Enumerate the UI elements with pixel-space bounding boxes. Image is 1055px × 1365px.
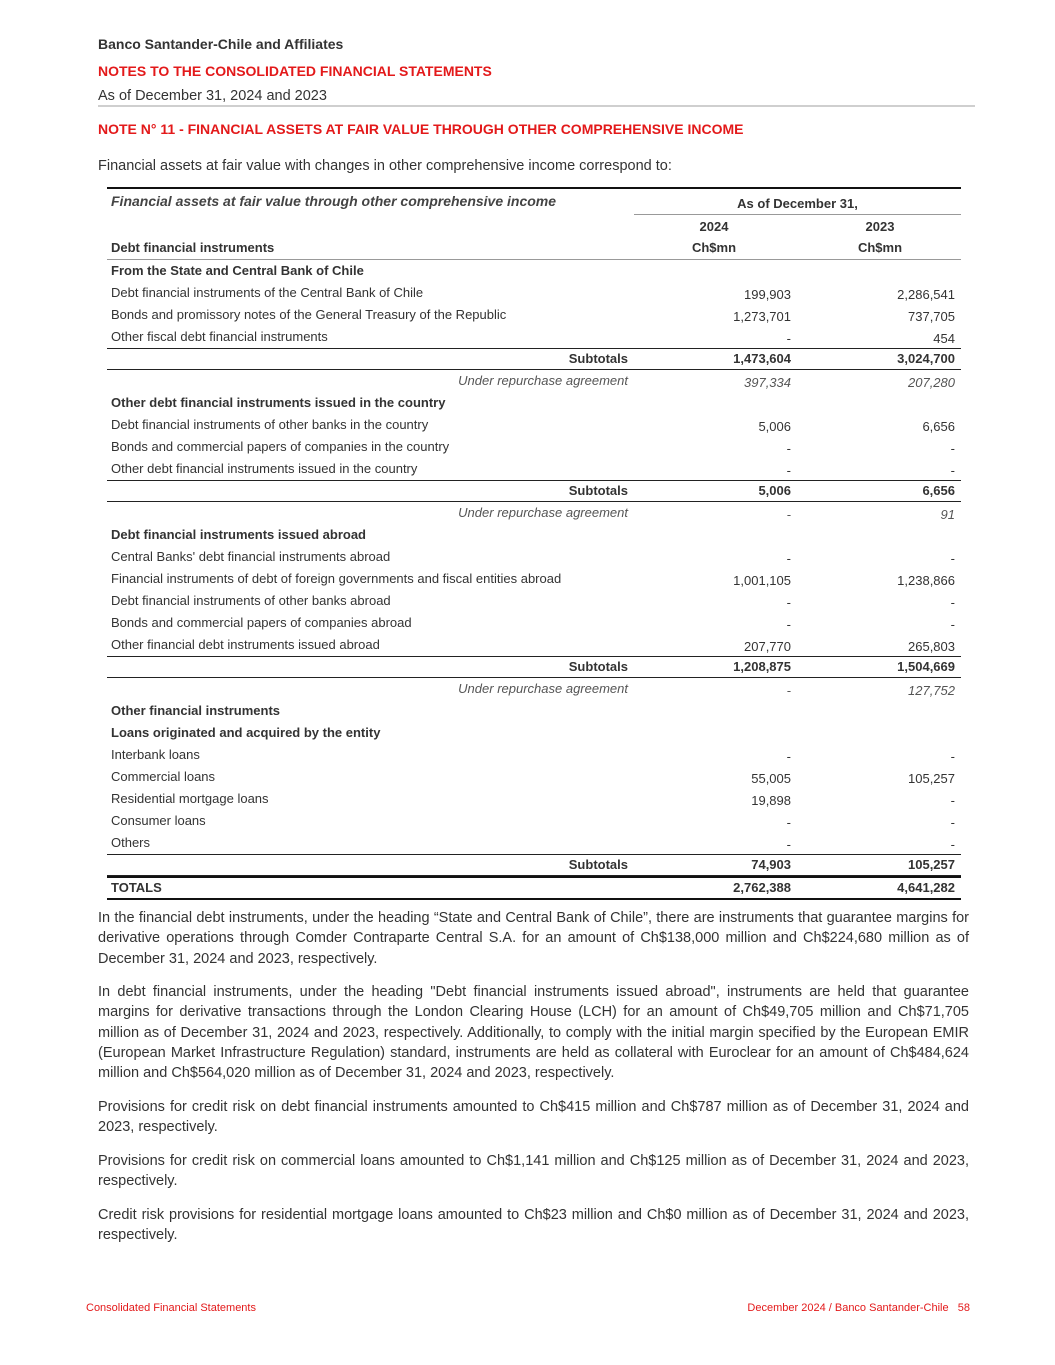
as-of-label: As of December 31, (737, 196, 858, 211)
repo-2024: - (786, 683, 791, 698)
subtotal-row-country (107, 480, 961, 502)
value-2024: 1,273,701 (733, 309, 791, 324)
subtotal-2024: 5,006 (758, 483, 791, 498)
row-label: Other debt financial instruments issued in the country (111, 461, 418, 476)
section-title-other (107, 700, 961, 722)
table-row (107, 832, 961, 854)
value-2023: - (950, 815, 955, 830)
row-label: Other financial debt instruments issued abroad (111, 637, 380, 652)
value-2024: 199,903 (744, 287, 791, 302)
value-2024: - (786, 617, 791, 632)
value-2023: 6,656 (922, 419, 955, 434)
value-2023: - (950, 749, 955, 764)
value-2024: 1,001,105 (733, 573, 791, 588)
unit-2024-header: Ch$mn (691, 240, 737, 255)
totals-row (107, 876, 961, 900)
value-2023: 454 (933, 331, 955, 346)
intro-text: Financial assets at fair value with changes in other comprehensive income correspond to: (98, 158, 672, 174)
subtotal-2023: 1,504,669 (897, 659, 955, 674)
value-2024: 55,005 (751, 771, 791, 786)
table-row (107, 590, 961, 612)
section-title-state (107, 260, 961, 282)
value-2023: - (950, 595, 955, 610)
total-2024: 2,762,388 (733, 880, 791, 895)
subtotal-2024: 1,208,875 (733, 659, 791, 674)
notes-title: NOTES TO THE CONSOLIDATED FINANCIAL STATEMENTS (98, 63, 492, 79)
row-label: Bonds and promissory notes of the General Treasury of the Republic (111, 307, 507, 322)
table-row (107, 766, 961, 788)
table-caption: Financial assets at fair value through other comprehensive income (111, 193, 557, 209)
paragraph-debt-provisions: Provisions for credit risk on debt financial instruments amounted to Ch$415 million and Ch$787 million as of December 31, 2024 and 2023, respectively. (98, 1099, 969, 1136)
value-2024: - (786, 551, 791, 566)
financial-assets-table (107, 187, 961, 900)
value-2024: - (786, 331, 791, 346)
repo-2023: 91 (940, 507, 955, 522)
value-2024: - (786, 749, 791, 764)
as-of-date: As of December 31, 2024 and 2023 (98, 88, 327, 104)
value-2024: - (786, 441, 791, 456)
note-heading: NOTE N° 11 - FINANCIAL ASSETS AT FAIR VALUE THROUGH OTHER COMPREHENSIVE INCOME (98, 121, 744, 137)
paragraph-mortgage-provisions: Credit risk provisions for residential mortgage loans amounted to Ch$23 million and Ch$0 million as of December 31, 2024 and 2023, respectively. (98, 1207, 969, 1244)
section-subtitle-label: Loans originated and acquired by the entity (111, 725, 381, 740)
row-label: Commercial loans (111, 769, 216, 784)
row-label: Residential mortgage loans (111, 791, 269, 806)
value-2024: - (786, 837, 791, 852)
repo-label: Under repurchase agreement (458, 373, 628, 388)
subtotal-label: Subtotals (568, 351, 628, 366)
table-row (107, 304, 961, 326)
subtotal-label: Subtotals (568, 659, 628, 674)
section-title-abroad (107, 524, 961, 546)
repo-row-state (107, 370, 961, 392)
table-row (107, 436, 961, 458)
table-row (107, 744, 961, 766)
repo-2024: 397,334 (744, 375, 791, 390)
subtotal-2023: 3,024,700 (897, 351, 955, 366)
section-title-label: Other debt financial instruments issued in the country (111, 395, 446, 410)
value-2023: - (950, 837, 955, 852)
value-2024: - (786, 815, 791, 830)
section-title-country (107, 392, 961, 414)
repo-row-abroad (107, 678, 961, 700)
totals-label: TOTALS (111, 880, 162, 895)
value-2024: 5,006 (758, 419, 791, 434)
row-label: Others (111, 835, 151, 850)
paragraph-comder: In the financial debt instruments, under the heading “State and Central Bank of Chile”, there are instruments that guarantee margins for derivative operations through Comder Contraparte Central S.A. for an amount of Ch$138,000 million and Ch$224,680 million as of December 31, 2024 and 2023, respectively. (98, 910, 969, 967)
value-2023: 2,286,541 (897, 287, 955, 302)
value-2023: 737,705 (908, 309, 955, 324)
repo-label: Under repurchase agreement (458, 505, 628, 520)
repo-2023: 127,752 (908, 683, 955, 698)
table-row (107, 546, 961, 568)
table-row (107, 282, 961, 304)
subtotal-2023: 105,257 (908, 857, 955, 872)
row-label: Financial instruments of debt of foreign governments and fiscal entities abroad (111, 571, 562, 586)
paragraph-lch-euroclear: In debt financial instruments, under the heading "Debt financial instruments issued abroad", instruments are held that guarantee margins for derivative transactions through the London Clearing House (LCH) for an amount of Ch$49,705 million and Ch$71,705 million as of December 31, 2024 and 2023, respectively. Additionally, to comply with the initial margin specified by the European EMIR (European Market Infrastructure Regulation) standard, instruments are held as collateral with Euroclear for an amount of Ch$484,624 million and Ch$564,020 million as of December 31, 2024 and 2023, respectively. (98, 984, 969, 1082)
page-header (98, 34, 975, 106)
header-divider (98, 105, 975, 107)
repo-label: Under repurchase agreement (458, 681, 628, 696)
table-row (107, 634, 961, 656)
row-label: Bonds and commercial papers of companies abroad (111, 615, 412, 630)
section-title-label: Other financial instruments (111, 703, 281, 718)
row-label: Bonds and commercial papers of companies in the country (111, 439, 450, 454)
as-of-underline (634, 214, 961, 215)
table-row (107, 612, 961, 634)
company-name: Banco Santander-Chile and Affiliates (98, 36, 344, 52)
section-title-label: Debt financial instruments issued abroad (111, 527, 366, 542)
table-row (107, 568, 961, 590)
value-2023: 265,803 (908, 639, 955, 654)
subtotal-row-state (107, 348, 961, 370)
value-2023: - (950, 793, 955, 808)
row-label: Other fiscal debt financial instruments (111, 329, 328, 344)
repo-2024: - (786, 507, 791, 522)
row-label: Consumer loans (111, 813, 206, 828)
year-2023-header: 2023 (865, 219, 895, 234)
unit-2023-header: Ch$mn (857, 240, 903, 255)
repo-row-country (107, 502, 961, 524)
value-2024: - (786, 463, 791, 478)
debt-instruments-subheader: Debt financial instruments (111, 240, 275, 255)
footer-right: December 2024 / Banco Santander-Chile 58 (747, 1302, 970, 1314)
table-row (107, 414, 961, 436)
subtotal-2023: 6,656 (922, 483, 955, 498)
footer-left: Consolidated Financial Statements (86, 1302, 256, 1314)
value-2024: - (786, 595, 791, 610)
row-label: Debt financial instruments of other banks in the country (111, 417, 429, 432)
table-header (107, 189, 961, 259)
year-2024-header: 2024 (699, 219, 729, 234)
value-2024: 19,898 (751, 793, 791, 808)
subtotal-row-abroad (107, 656, 961, 678)
value-2024: 207,770 (744, 639, 791, 654)
subtotal-label: Subtotals (568, 483, 628, 498)
value-2023: - (950, 617, 955, 632)
paragraph-commercial-provisions: Provisions for credit risk on commercial loans amounted to Ch$1,141 million and Ch$125 million as of December 31, 2024 and 2023, respectively. (98, 1153, 969, 1190)
row-label: Debt financial instruments of other banks abroad (111, 593, 391, 608)
value-2023: - (950, 463, 955, 478)
row-label: Interbank loans (111, 747, 200, 762)
value-2023: - (950, 551, 955, 566)
table-row (107, 458, 961, 480)
value-2023: 105,257 (908, 771, 955, 786)
table-row (107, 788, 961, 810)
subtotal-row-other (107, 854, 961, 876)
table-row (107, 326, 961, 348)
row-label: Debt financial instruments of the Central Bank of Chile (111, 285, 424, 300)
section-subtitle-loans (107, 722, 961, 744)
subtotal-label: Subtotals (568, 857, 628, 872)
table-row (107, 810, 961, 832)
value-2023: - (950, 441, 955, 456)
total-2023: 4,641,282 (897, 880, 955, 895)
subtotal-2024: 1,473,604 (733, 351, 791, 366)
subtotal-2024: 74,903 (751, 857, 791, 872)
value-2023: 1,238,866 (897, 573, 955, 588)
repo-2023: 207,280 (908, 375, 955, 390)
row-label: Central Banks' debt financial instruments abroad (111, 549, 391, 564)
section-title-label: From the State and Central Bank of Chile (111, 263, 364, 278)
